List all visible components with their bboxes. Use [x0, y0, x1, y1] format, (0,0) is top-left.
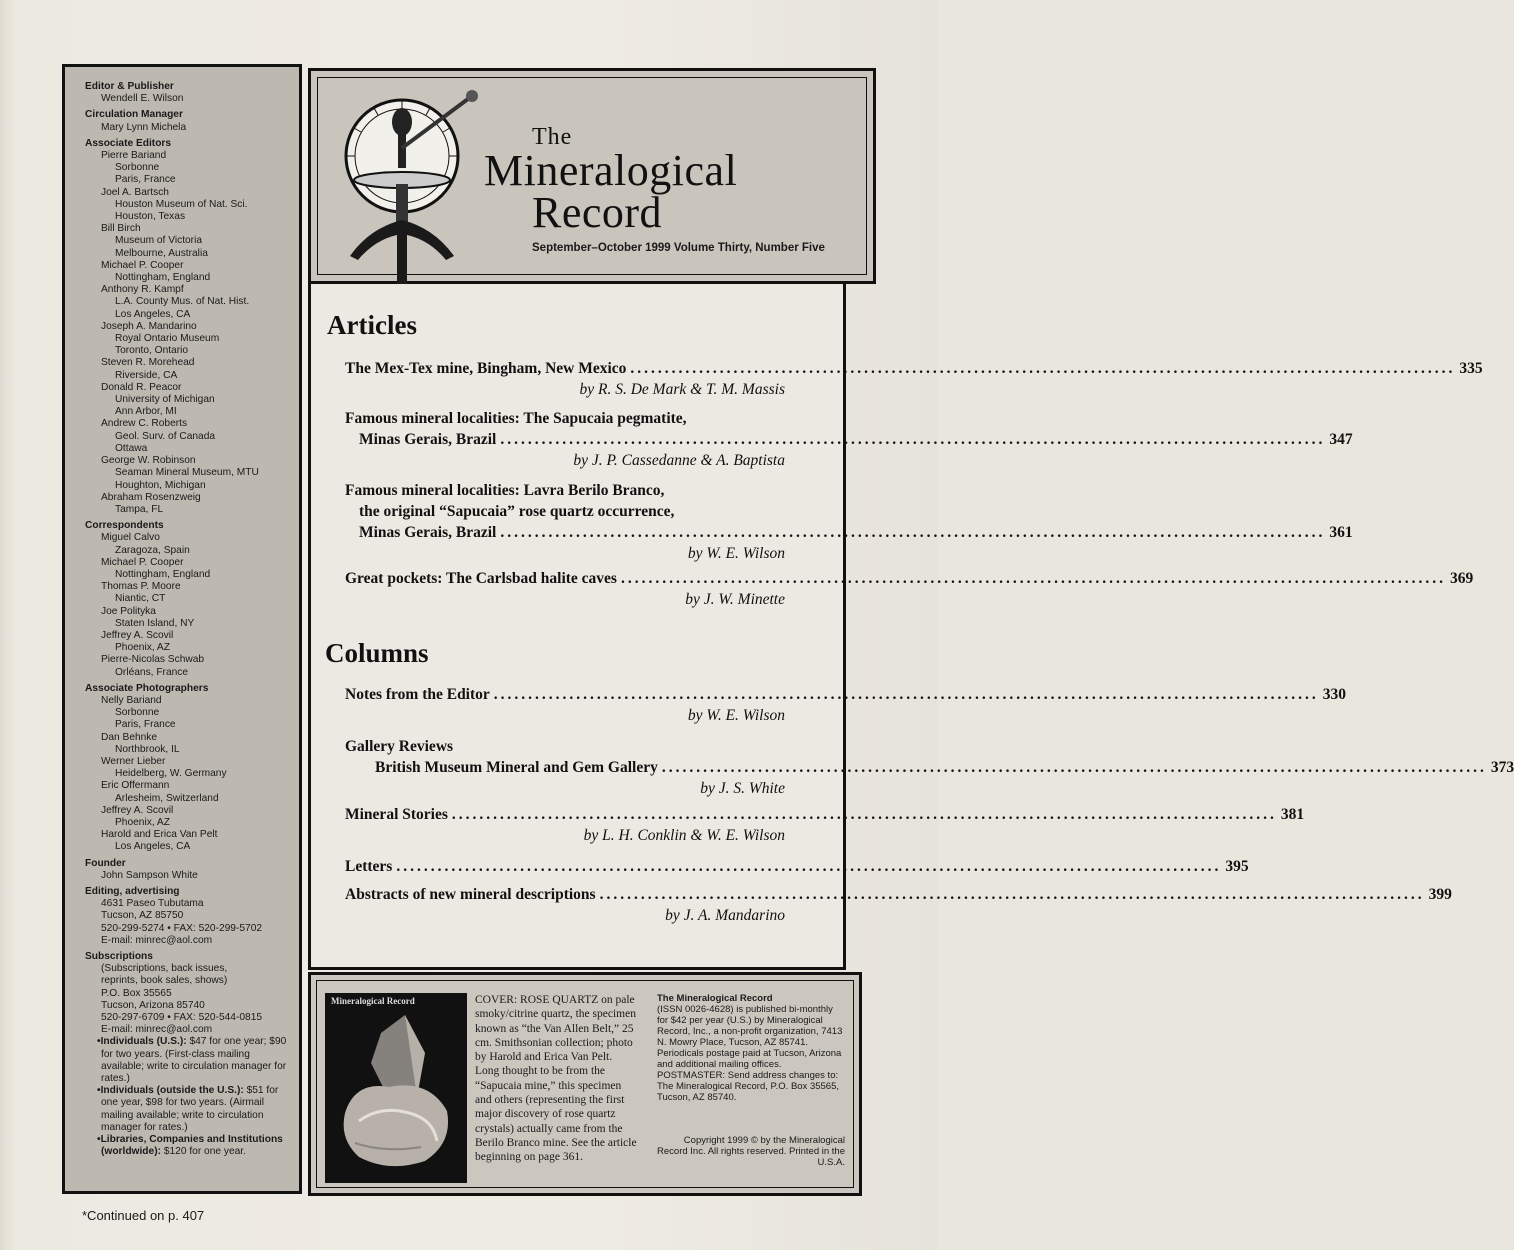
page-number: 330: [1322, 686, 1347, 703]
column-entry: [345, 684, 1347, 726]
person-affiliation: Heidelberg, W. Germany: [115, 768, 227, 780]
person-affiliation: L.A. County Mus. of Nat. Hist.: [115, 296, 250, 308]
page-number: 395: [1225, 858, 1249, 875]
person-name: Jeffrey A. Scovil: [101, 804, 174, 816]
person-affiliation: Sorbonne: [115, 707, 160, 719]
entry-title: Gallery Reviews: [345, 738, 454, 755]
byline: by J. P. Cassedanne & A. Baptista: [573, 452, 785, 469]
editing-line: E-mail: minrec@aol.com: [101, 934, 213, 946]
leader-dots: ........................................................................................................................: [500, 524, 1326, 541]
page-number: 381: [1280, 806, 1305, 823]
title-record: Record: [532, 188, 663, 237]
person-name: Joel A. Bartsch: [101, 186, 169, 198]
columns-heading: Columns: [325, 638, 429, 668]
entry-title: British Museum Mineral and Gem Gallery: [375, 759, 658, 776]
person-name: Michael P. Cooper: [101, 556, 184, 568]
cover-info-box: [308, 972, 862, 1196]
person-affiliation: Houston, Texas: [115, 211, 186, 223]
table-of-contents: [308, 284, 1514, 970]
circulation-heading: Circulation Manager: [85, 109, 183, 121]
page-number: 361: [1329, 524, 1353, 541]
entry-title: Famous mineral localities: Lavra Berilo Branco,: [345, 482, 665, 499]
entry-title: Abstracts of new mineral descriptions: [345, 886, 596, 903]
founder-name: John Sampson White: [101, 869, 198, 881]
editing-line: 520-299-5274 • FAX: 520-299-5702: [101, 922, 263, 934]
issue-line: September–October 1999 Volume Thirty, Number Five: [532, 242, 825, 254]
goniometer-logo-icon: [340, 88, 480, 288]
person-affiliation: Northbrook, IL: [115, 743, 180, 755]
subscription-rates: [85, 1036, 291, 1158]
founder-block: [85, 858, 291, 882]
person-affiliation: Geol. Surv. of Canada: [115, 430, 216, 442]
column-entry: [345, 804, 1305, 846]
leader-dots: ........................................................................................................................: [630, 360, 1456, 377]
rate-label: •Individuals (outside the U.S.):: [97, 1085, 244, 1097]
correspondents-block: [85, 520, 291, 679]
editor-block: [85, 81, 291, 105]
rate-item: [85, 1036, 291, 1085]
header-frame: [317, 77, 867, 275]
subscription-line: Tucson, Arizona 85740: [101, 999, 205, 1011]
person-name: Pierre-Nicolas Schwab: [101, 654, 205, 666]
article-entry: [345, 408, 1353, 471]
person-name: Eric Offermann: [101, 780, 170, 792]
rate-label: •Individuals (U.S.):: [97, 1036, 187, 1048]
entry-title-line: [345, 522, 1353, 543]
page-number: 399: [1428, 886, 1452, 903]
person-affiliation: Houghton, Michigan: [115, 479, 206, 491]
person-affiliation: Arlesheim, Switzerland: [115, 792, 219, 804]
rate-item: [85, 1085, 291, 1134]
rate-text: $47 for one year; $90 for two years. (First-class mailing available; write to circulation manager for rates.): [101, 1036, 287, 1085]
entry-title-line: [345, 480, 825, 501]
editor-heading: Editor & Publisher: [85, 81, 174, 92]
entry-title-line: [345, 568, 1474, 589]
circulation-block: [85, 109, 291, 133]
byline: by J. W. Minette: [685, 591, 785, 608]
byline: by L. H. Conklin & W. E. Wilson: [583, 827, 785, 844]
cover-caption: COVER: ROSE QUARTZ on pale smoky/citrine quartz, the specimen known as “the Van Allen Belt,” 25 cm. Smithsonian collection; photo by Harold and Erica Van Pelt. Long thought to be from the “Sapucaia mine,” this specimen and others (representing the first major discovery of rose quartz crystals) actually came from the Berilo Branco mine. See the article beginning on page 361.: [475, 994, 637, 1164]
subscription-line: reprints, book sales, shows): [101, 975, 228, 987]
entry-title: Notes from the Editor: [345, 686, 490, 703]
person-name: Nelly Bariand: [101, 694, 162, 706]
page-number: 347: [1329, 431, 1353, 448]
leader-dots: ........................................................................................................................: [396, 858, 1222, 875]
leader-dots: ........................................................................................................................: [493, 686, 1319, 703]
subscriptions-heading: Subscriptions: [85, 951, 153, 963]
subscription-lines: [85, 963, 291, 1036]
article-entry: [345, 358, 1483, 400]
publication-info-title: The Mineralogical Record: [657, 993, 773, 1004]
person-affiliation: Museum of Victoria: [115, 235, 203, 247]
byline: by W. E. Wilson: [687, 707, 785, 724]
person-name: Joe Polityka: [101, 605, 156, 617]
entry-title: the original “Sapucaia” rose quartz occurrence,: [359, 503, 675, 520]
person-name: Bill Birch: [101, 223, 141, 235]
entry-title-line: [345, 684, 1347, 705]
person-name: Andrew C. Roberts: [101, 418, 188, 430]
person-affiliation: Paris, France: [115, 174, 176, 186]
photographers-block: [85, 683, 291, 854]
byline: by J. A. Mandarino: [665, 907, 785, 924]
person-name: Harold and Erica Van Pelt: [101, 829, 218, 841]
entry-title: Great pockets: The Carlsbad halite caves: [345, 570, 617, 587]
entry-title-line: [345, 856, 1249, 877]
editor-name: Wendell E. Wilson: [101, 93, 184, 105]
person-name: Werner Lieber: [101, 755, 166, 767]
title-the: The: [532, 124, 573, 150]
person-affiliation: University of Michigan: [115, 394, 215, 406]
articles-heading: Articles: [327, 310, 417, 340]
person-affiliation: Los Angeles, CA: [115, 841, 191, 853]
byline: by J. S. White: [700, 780, 785, 797]
person-affiliation: Paris, France: [115, 719, 176, 731]
person-affiliation: Toronto, Ontario: [115, 345, 189, 357]
person-affiliation: Ann Arbor, MI: [115, 406, 177, 418]
entry-title: Famous mineral localities: The Sapucaia pegmatite,: [345, 410, 687, 427]
subscription-line: (Subscriptions, back issues,: [101, 963, 228, 975]
person-affiliation: Riverside, CA: [115, 369, 178, 381]
page-number: 335: [1459, 360, 1483, 377]
correspondents-heading: Correspondents: [85, 520, 164, 532]
byline: by R. S. De Mark & T. M. Massis: [579, 381, 785, 398]
person-name: Anthony R. Kampf: [101, 284, 184, 296]
publication-info-text: (ISSN 0026-4628) is published bi-monthly for $42 per year (U.S.) by Mineralogical Record, Inc., a non-profit organization, 7413 N. Mowry Place, Tucson, AZ 85741. Periodicals postage paid at Tucson, Arizona and additional mailing offices. POSTMASTER: Send address changes to: The Mineralogical Record, P.O. Box 35565, Tucson, AZ 85740.: [657, 1004, 843, 1103]
cover-thumbnail: [325, 993, 467, 1183]
leader-dots: ........................................................................................................................: [451, 806, 1277, 823]
rate-item: [85, 1134, 291, 1158]
rate-text: $120 for one year.: [161, 1146, 246, 1158]
leader-dots: ........................................................................................................................: [500, 431, 1326, 448]
person-name: Abraham Rosenzweig: [101, 491, 201, 503]
page-number: 373: [1490, 759, 1514, 776]
subscriptions-block: [85, 951, 291, 1158]
entry-title-line: [345, 408, 825, 429]
cover-thumbnail-mast: Mineralogical Record: [331, 996, 415, 1006]
entry-title: Mineral Stories: [345, 806, 448, 823]
person-name: George W. Robinson: [101, 455, 196, 467]
entry-title-line: [345, 804, 1305, 825]
entry-title: Letters: [345, 858, 393, 875]
person-affiliation: Tampa, FL: [115, 503, 164, 515]
continued-footnote: *Continued on p. 407: [82, 1208, 205, 1223]
person-affiliation: Orléans, France: [115, 666, 189, 678]
person-affiliation: Ottawa: [115, 442, 148, 454]
column-entry: [345, 884, 1452, 926]
associate-editors-block: [85, 138, 291, 516]
title-header: [308, 68, 876, 284]
person-name: Michael P. Cooper: [101, 259, 184, 271]
person-affiliation: Houston Museum of Nat. Sci.: [115, 198, 248, 210]
cover-frame: [316, 980, 854, 1188]
page-number: 369: [1449, 570, 1474, 587]
entry-title-line: [345, 884, 1452, 905]
person-name: Miguel Calvo: [101, 532, 160, 544]
entry-title: Minas Gerais, Brazil: [359, 524, 497, 541]
title-mineralogical: Mineralogical: [484, 146, 738, 195]
associate-editors-heading: Associate Editors: [85, 137, 172, 149]
person-affiliation: Royal Ontario Museum: [115, 333, 220, 345]
entry-title: The Mex-Tex mine, Bingham, New Mexico: [345, 360, 627, 377]
entry-title-line: [345, 358, 1483, 379]
person-name: Thomas P. Moore: [101, 581, 181, 593]
person-name: Joseph A. Mandarino: [101, 320, 197, 332]
leader-dots: ........................................................................................................................: [661, 759, 1487, 776]
person-affiliation: Phoenix, AZ: [115, 642, 170, 654]
person-affiliation: Nottingham, England: [115, 272, 211, 284]
article-entry: [345, 480, 1353, 564]
editing-line: 4631 Paseo Tubutama: [101, 898, 204, 910]
article-entry: [345, 568, 1474, 610]
person-name: Pierre Bariand: [101, 150, 167, 162]
column-entry: [345, 736, 1514, 799]
editing-lines: [85, 898, 291, 947]
person-name: Donald R. Peacor: [101, 381, 182, 393]
masthead-sidebar: [62, 64, 302, 1194]
entry-title-line: [345, 429, 1353, 450]
person-name: Jeffrey A. Scovil: [101, 629, 174, 641]
subscription-line: 520-297-6709 • FAX: 520-544-0815: [101, 1012, 263, 1024]
column-entry: [345, 856, 1249, 877]
person-affiliation: Sorbonne: [115, 162, 160, 174]
leader-dots: ........................................................................................................................: [620, 570, 1446, 587]
editing-block: [85, 886, 291, 947]
copyright-notice: Copyright 1999 © by the Mineralogical Record Inc. All rights reserved. Printed in the U.S.A.: [657, 1135, 845, 1168]
subscription-line: P.O. Box 35565: [101, 987, 172, 999]
person-affiliation: Seaman Mineral Museum, MTU: [115, 467, 259, 479]
founder-heading: Founder: [85, 857, 126, 869]
person-name: Dan Behnke: [101, 731, 158, 743]
photographers-heading: Associate Photographers: [85, 682, 209, 694]
entry-title-line: [345, 501, 825, 522]
publication-info: [657, 993, 845, 1103]
leader-dots: ........................................................................................................................: [599, 886, 1425, 903]
editing-line: Tucson, AZ 85750: [101, 910, 184, 922]
rate-label: •Libraries, Companies and Institutions (worldwide):: [97, 1134, 283, 1158]
person-name: Steven R. Morehead: [101, 357, 195, 369]
circulation-name: Mary Lynn Michela: [101, 121, 187, 133]
person-affiliation: Los Angeles, CA: [115, 308, 191, 320]
entry-title: Minas Gerais, Brazil: [359, 431, 497, 448]
person-affiliation: Melbourne, Australia: [115, 247, 208, 259]
person-affiliation: Nottingham, England: [115, 568, 211, 580]
subscription-line: E-mail: minrec@aol.com: [101, 1024, 213, 1036]
entry-title-line: [345, 736, 825, 757]
byline: by W. E. Wilson: [687, 545, 785, 562]
person-affiliation: Niantic, CT: [115, 593, 166, 605]
person-affiliation: Zaragoza, Spain: [115, 544, 190, 556]
rose-quartz-image: [325, 993, 467, 1183]
person-affiliation: Staten Island, NY: [115, 617, 195, 629]
editing-heading: Editing, advertising: [85, 886, 180, 897]
person-affiliation: Phoenix, AZ: [115, 816, 170, 828]
entry-title-line: [345, 757, 1514, 778]
rate-text: $51 for one year, $98 for two years. (Airmail mailing available; write to circulation manager for rates.): [101, 1085, 279, 1133]
